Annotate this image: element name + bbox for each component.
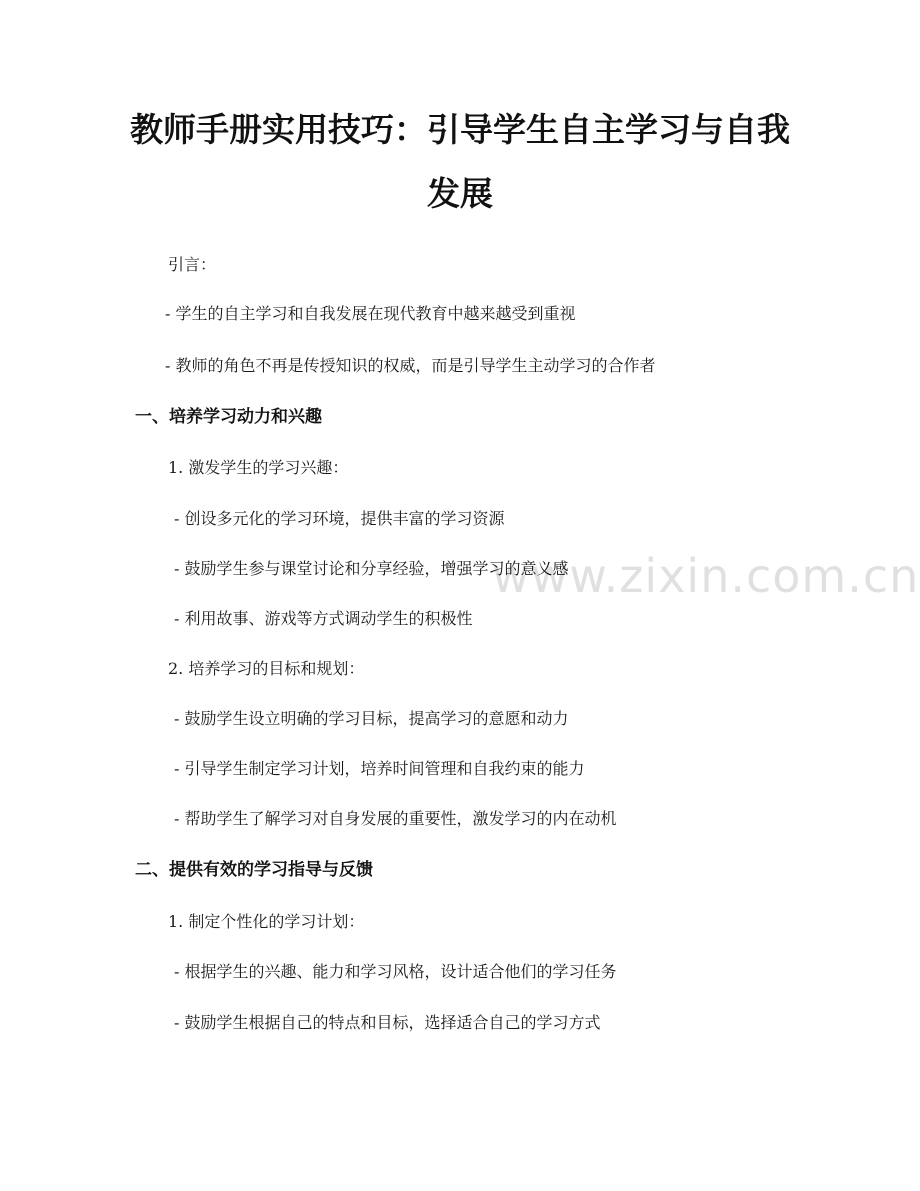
list-item: - 根据学生的兴趣、能力和学习风格，设计适合他们的学习任务 bbox=[174, 962, 617, 981]
intro-point: - 学生的自主学习和自我发展在现代教育中越来越受到重视 bbox=[165, 304, 576, 323]
list-item: - 创设多元化的学习环境，提供丰富的学习资源 bbox=[174, 509, 505, 528]
list-item: - 利用故事、游戏等方式调动学生的积极性 bbox=[174, 609, 473, 628]
watermark: www.zixin.com.cn bbox=[492, 549, 920, 603]
section-heading: 一、培养学习动力和兴趣 bbox=[135, 407, 322, 427]
list-item: - 帮助学生了解学习对自身发展的重要性，激发学习的内在动机 bbox=[174, 809, 617, 828]
list-item: - 鼓励学生设立明确的学习目标，提高学习的意愿和动力 bbox=[174, 709, 569, 728]
intro-point: - 教师的角色不再是传授知识的权威，而是引导学生主动学习的合作者 bbox=[165, 356, 656, 375]
list-item: - 引导学生制定学习计划，培养时间管理和自我约束的能力 bbox=[174, 759, 585, 778]
intro-label: 引言： bbox=[168, 255, 217, 274]
subsection-title: 2. 培养学习的目标和规划： bbox=[168, 659, 365, 678]
document-title: 教师手册实用技巧：引导学生自主学习与自我发展 bbox=[130, 110, 790, 213]
subsection-title: 1. 制定个性化的学习计划： bbox=[168, 912, 365, 931]
list-item: - 鼓励学生根据自己的特点和目标，选择适合自己的学习方式 bbox=[174, 1013, 601, 1032]
section-heading: 二、提供有效的学习指导与反馈 bbox=[135, 860, 373, 880]
subsection-title: 1. 激发学生的学习兴趣： bbox=[168, 458, 349, 477]
list-item: - 鼓励学生参与课堂讨论和分享经验，增强学习的意义感 bbox=[174, 559, 569, 578]
